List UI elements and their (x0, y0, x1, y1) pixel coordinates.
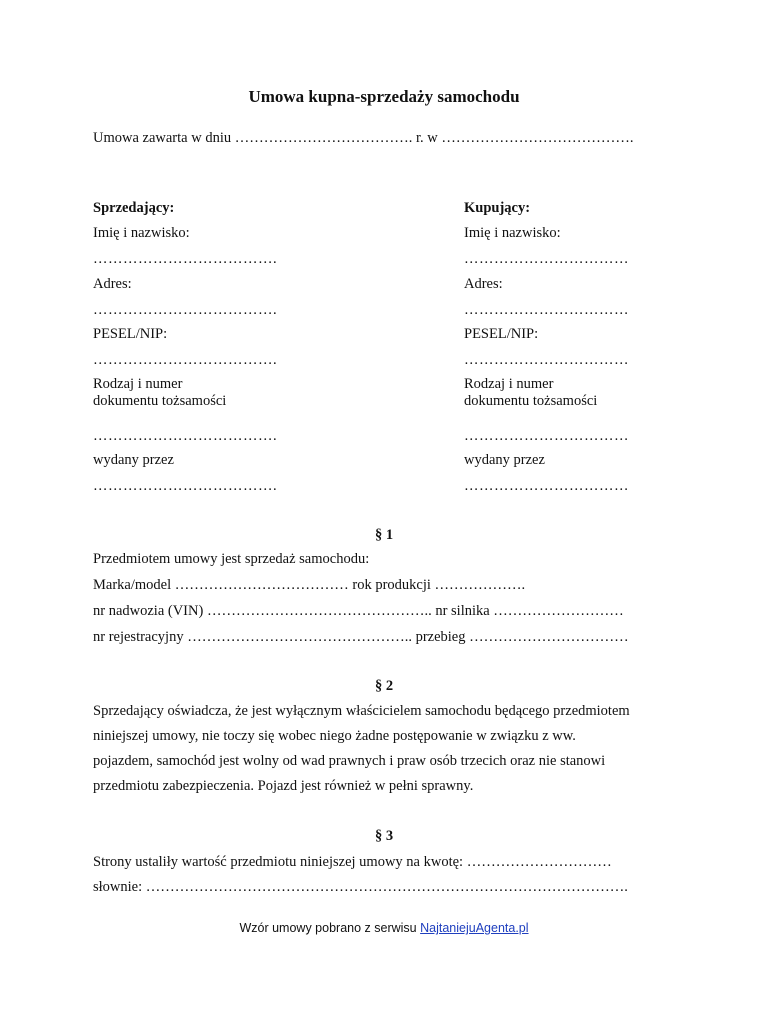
page-footer (0, 921, 768, 935)
buyer-address-field[interactable]: …………………………… (464, 302, 629, 318)
seller-name-field[interactable]: ………………………………. (93, 251, 278, 267)
seller-name-label: Imię i nazwisko: (93, 225, 190, 241)
seller-issued-by-field[interactable]: ………………………………. (93, 478, 278, 494)
seller-issued-by-label: wydany przez (93, 452, 174, 468)
seller-id-doc-label: Rodzaj i numer (93, 376, 183, 392)
buyer-pesel-field[interactable]: …………………………… (464, 352, 629, 368)
section-1-line-2: Marka/model ……………………………… rok produkcji ………………. (93, 577, 526, 593)
intro-line: Umowa zawarta w dniu ………………………………. r. w …………………………………. (93, 130, 634, 146)
seller-address-field[interactable]: ………………………………. (93, 302, 278, 318)
footer-link[interactable]: NajtaniejuAgenta.pl (420, 921, 529, 935)
buyer-id-doc-label-2: dokumentu tożsamości (464, 393, 598, 409)
seller-id-doc-field[interactable]: ………………………………. (93, 428, 278, 444)
document-title: Umowa kupna-sprzedaży samochodu (248, 87, 520, 106)
buyer-issued-by-label: wydany przez (464, 452, 545, 468)
section-1-line-1: Przedmiotem umowy jest sprzedaż samochodu: (93, 551, 370, 567)
section-3-line-2: słownie: ………………………………………………………………………………………. (93, 879, 628, 895)
section-2-line-4: przedmiotu zabezpieczenia. Pojazd jest również w pełni sprawny. (93, 778, 474, 794)
section-2-line-3: pojazdem, samochód jest wolny od wad prawnych i praw osób trzecich oraz nie stanowi (93, 753, 606, 769)
section-1-line-3: nr nadwozia (VIN) ……………………………………….. nr silnika ……………………… (93, 603, 624, 619)
section-2-line-2: niniejszej umowy, nie toczy się wobec niego żadne postępowanie w związku z ww. (93, 728, 576, 744)
seller-id-doc-label-2: dokumentu tożsamości (93, 393, 227, 409)
section-1-heading: § 1 (374, 527, 394, 543)
buyer-name-field[interactable]: …………………………… (464, 251, 629, 267)
buyer-address-label: Adres: (464, 276, 503, 292)
seller-pesel-label: PESEL/NIP: (93, 326, 168, 342)
section-2-line-1: Sprzedający oświadcza, że jest wyłącznym właścicielem samochodu będącego przedmiotem (93, 703, 630, 719)
buyer-id-doc-field[interactable]: …………………………… (464, 428, 629, 444)
seller-pesel-field[interactable]: ………………………………. (93, 352, 278, 368)
section-1-line-4: nr rejestracyjny ……………………………………….. przebieg …………………………… (93, 629, 629, 645)
buyer-issued-by-field[interactable]: …………………………… (464, 478, 629, 494)
buyer-name-label: Imię i nazwisko: (464, 225, 561, 241)
seller-heading: Sprzedający: (93, 200, 175, 216)
section-3-heading: § 3 (374, 828, 394, 844)
section-2-heading: § 2 (374, 678, 394, 694)
footer-text: Wzór umowy pobrano z serwisu (239, 921, 417, 935)
buyer-heading: Kupujący: (464, 200, 531, 216)
buyer-pesel-label: PESEL/NIP: (464, 326, 539, 342)
section-3-line-1: Strony ustaliły wartość przedmiotu niniejszej umowy na kwotę: ………………………… (93, 854, 612, 870)
buyer-id-doc-label: Rodzaj i numer (464, 376, 554, 392)
seller-address-label: Adres: (93, 276, 132, 292)
